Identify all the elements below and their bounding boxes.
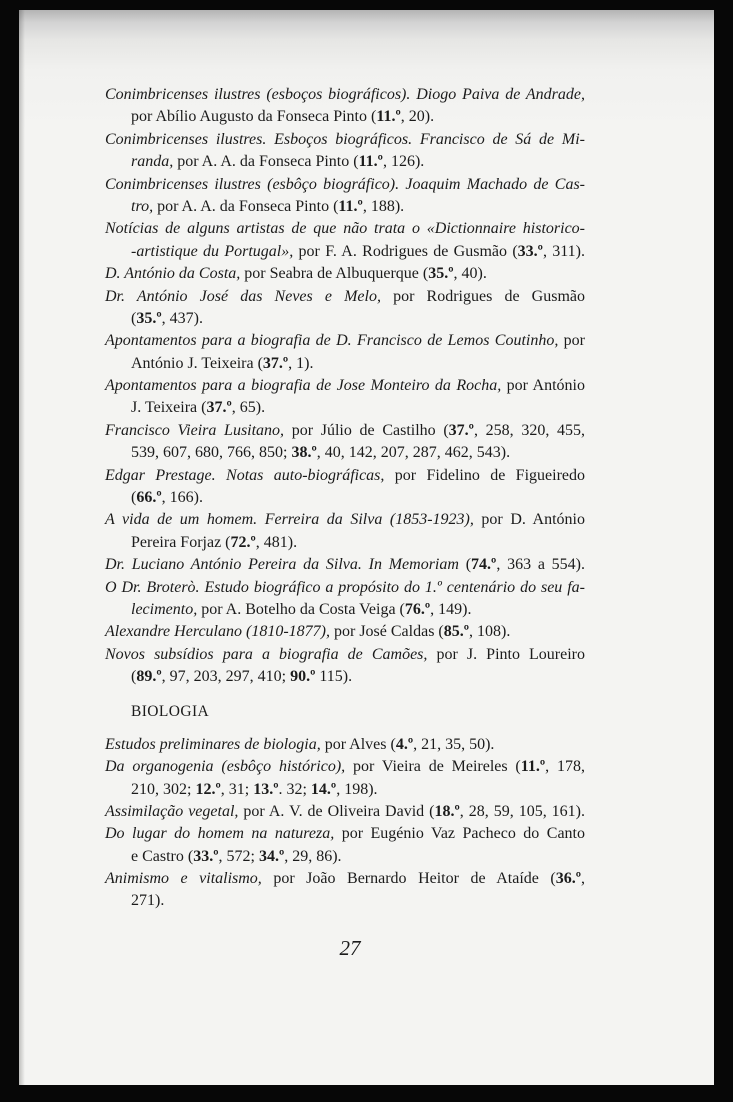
citation-text: , 126). xyxy=(382,153,425,171)
title-text: D. António da Costa, xyxy=(105,265,241,283)
title-text: A vida de um homem. Ferreira da Silva (1853-1923), xyxy=(105,511,474,529)
citation-text: , 311). xyxy=(542,242,585,260)
citation-text: e Castro ( xyxy=(131,847,194,865)
citation-text: , 28, 59, 105, 161). xyxy=(459,802,585,820)
volume-number: 11.º xyxy=(338,197,363,215)
citation-text: , 198). xyxy=(336,780,378,798)
title-text: Novos subsídios para a biografia de Camões, xyxy=(105,645,428,663)
entry-line xyxy=(105,823,585,845)
citation-text: por Júlio de Castilho ( xyxy=(284,421,449,439)
entry-line xyxy=(105,644,585,666)
citation-text: , 40). xyxy=(453,265,487,283)
volume-number: 90.º xyxy=(290,668,316,686)
volume-number: 36.º xyxy=(555,870,581,888)
entry-line xyxy=(105,174,585,196)
volume-number: 35.º xyxy=(428,265,454,283)
citation-text: , xyxy=(581,870,585,888)
citation-text: , 65). xyxy=(231,399,266,417)
citation-text: , 40, 142, 207, 287, 462, 543). xyxy=(316,444,511,462)
citation-text: ( xyxy=(131,309,137,327)
citation-text: , 188). xyxy=(362,197,405,215)
volume-number: 33.º xyxy=(193,847,219,865)
volume-number: 37.º xyxy=(262,354,289,372)
entry-line xyxy=(105,756,585,778)
title-text: Francisco Vieira Lusitano, xyxy=(105,421,285,439)
entry-line xyxy=(105,241,585,263)
volume-number: 72.º xyxy=(230,533,256,551)
entry-line xyxy=(105,308,585,330)
citation-text: por Seabra de Albuquerque ( xyxy=(240,265,429,283)
entry-line xyxy=(105,397,585,419)
citation-text: por Fidelino de Figueiredo xyxy=(384,466,585,484)
citation-text: por xyxy=(558,332,586,350)
entry-line xyxy=(105,509,585,531)
entry-line xyxy=(105,779,585,801)
title-text: tro, xyxy=(131,197,154,215)
citation-text: , 437). xyxy=(161,309,203,327)
title-text: Dr. Luciano António Pereira da Silva. In Memoriam xyxy=(105,556,459,574)
entry-line xyxy=(105,353,585,375)
section-heading: BIOLOGIA xyxy=(131,702,210,720)
citation-text: António J. Teixeira ( xyxy=(131,354,263,372)
citation-text: , 108). xyxy=(469,623,511,641)
citation-text: por António xyxy=(501,377,586,395)
volume-number: 37.º xyxy=(448,421,474,439)
citation-text: , 572; xyxy=(218,847,259,865)
entry-line xyxy=(105,890,585,912)
citation-text: por F. A. Rodrigues de Gusmão ( xyxy=(293,242,518,260)
volume-number: 35.º xyxy=(136,309,162,327)
volume-number: 74.º xyxy=(471,556,497,574)
entry-line xyxy=(105,196,585,218)
citation-text: por Vieira de Meireles ( xyxy=(345,758,521,776)
citation-text: , 1). xyxy=(288,354,314,372)
entry-line xyxy=(105,532,585,554)
entry-line xyxy=(105,442,585,464)
citation-text: Pereira Forjaz ( xyxy=(131,533,231,551)
volume-number: 11.º xyxy=(376,108,401,126)
entry-line xyxy=(105,106,585,128)
entry-line xyxy=(105,868,585,890)
entry-line xyxy=(105,129,585,151)
entry-line xyxy=(105,487,585,509)
citation-text: 539, 607, 680, 766, 850; xyxy=(131,444,292,462)
entry-line xyxy=(105,554,585,576)
title-text: Conimbricenses ilustres (esbôço biográfico). Joaquim Machado de Cas- xyxy=(105,175,585,193)
volume-number: 18.º xyxy=(434,802,460,820)
citation-text: , 149). xyxy=(430,600,472,618)
citation-text: 115). xyxy=(315,668,353,686)
entry-line xyxy=(105,846,585,868)
title-text: -artistique du Portugal», xyxy=(131,242,294,260)
citation-text: , 178, xyxy=(545,758,585,776)
citation-text: por Rodrigues de Gusmão xyxy=(380,287,585,305)
volume-number: 85.º xyxy=(443,623,470,641)
entry-line xyxy=(105,375,585,397)
volume-number: 76.º xyxy=(404,600,431,618)
title-text: randa, xyxy=(131,153,174,171)
citation-text: , 258, 320, 455, xyxy=(473,421,585,439)
page-number: 27 xyxy=(339,936,361,960)
entry-line xyxy=(105,577,585,599)
volume-number: 33.º xyxy=(517,242,543,260)
title-text: Apontamentos para a biografia de Jose Monteiro da Rocha, xyxy=(105,377,502,395)
entry-line xyxy=(105,621,585,643)
volume-number: 13.º xyxy=(253,780,279,798)
entry-line xyxy=(105,465,585,487)
title-text: Conimbricenses ilustres (esboços biográficos). Diogo Paiva de Andrade, xyxy=(105,86,585,103)
title-text: Apontamentos para a biografia de D. Francisco de Lemos Coutinho, xyxy=(105,332,559,350)
citation-text: por José Caldas ( xyxy=(329,623,444,641)
citation-text: ( xyxy=(131,668,137,686)
entry-line xyxy=(105,420,585,442)
volume-number: 37.º xyxy=(206,399,232,417)
citation-text: ( xyxy=(458,556,472,574)
bibliography-entries xyxy=(105,84,585,913)
citation-text: por A. Botelho da Costa Veiga ( xyxy=(197,600,405,618)
title-text: Conimbricenses ilustres. Esboços biográficos. Francisco de Sá de Mi- xyxy=(105,130,585,148)
volume-number: 4.º xyxy=(395,735,414,753)
citation-text: por J. Pinto Loureiro xyxy=(427,645,586,663)
volume-number: 34.º xyxy=(258,847,285,865)
citation-text: ( xyxy=(131,489,137,507)
title-text: Estudos preliminares de biologia, xyxy=(105,735,321,753)
entry-line xyxy=(105,801,585,823)
title-text: Do lugar do homem na natureza, xyxy=(105,825,335,843)
citation-text: por Abílio Augusto da Fonseca Pinto ( xyxy=(131,108,377,126)
citation-text: por João Bernardo Heitor de Ataíde ( xyxy=(261,870,556,888)
citation-text: , 31; xyxy=(220,780,254,798)
volume-number: 89.º xyxy=(136,668,162,686)
entry-line xyxy=(105,599,585,621)
title-text: Notícias de alguns artistas de que não trata o «Dictionnaire historico- xyxy=(105,220,585,238)
entry-line xyxy=(105,734,585,756)
citation-text: , 97, 203, 297, 410; xyxy=(161,668,291,686)
entry-line xyxy=(105,151,585,173)
scanned-page xyxy=(19,10,714,1085)
citation-text: por A. V. de Oliveira David ( xyxy=(238,802,435,820)
entry-line xyxy=(105,286,585,308)
citation-text: , 481). xyxy=(255,533,298,551)
entry-line xyxy=(105,330,585,352)
citation-text: por Alves ( xyxy=(320,735,396,753)
title-text: Animismo e vitalismo, xyxy=(105,870,262,888)
citation-text: por A. A. da Fonseca Pinto ( xyxy=(173,153,359,171)
title-text: Da organogenia (esbôço histórico), xyxy=(105,758,346,776)
title-text: Alexandre Herculano (1810-1877), xyxy=(105,623,330,641)
volume-number: 38.º xyxy=(291,444,317,462)
citation-text: por A. A. da Fonseca Pinto ( xyxy=(153,197,339,215)
entry-line xyxy=(105,263,585,285)
citation-text: por D. António xyxy=(473,511,585,529)
citation-text: 271). xyxy=(131,892,165,910)
entry-line xyxy=(105,666,585,688)
entry-line xyxy=(105,218,585,240)
citation-text: , 166). xyxy=(161,489,203,507)
volume-number: 12.º xyxy=(195,780,221,798)
citation-text: por Eugénio Vaz Pacheco do Canto xyxy=(334,825,585,843)
volume-number: 66.º xyxy=(136,489,162,507)
citation-text: , 29, 86). xyxy=(284,847,342,865)
title-text: lecimento, xyxy=(131,600,198,618)
title-text: Edgar Prestage. Notas auto-biográficas, xyxy=(105,466,385,484)
title-text: O Dr. Broterò. Estudo biográfico a propósito do 1.º centenário do seu fa- xyxy=(105,578,585,596)
volume-number: 11.º xyxy=(520,758,546,776)
citation-text: , 20). xyxy=(400,108,435,126)
volume-number: 11.º xyxy=(358,153,383,171)
title-text: Assimilação vegetal, xyxy=(105,802,239,820)
citation-text: , 363 a 554). xyxy=(496,556,586,574)
citation-text: , 21, 35, 50). xyxy=(413,735,495,753)
entry-line xyxy=(105,84,585,106)
volume-number: 14.º xyxy=(310,780,337,798)
citation-text: . 32; xyxy=(278,780,311,798)
citation-text: J. Teixeira ( xyxy=(131,399,207,417)
title-text: Dr. António José das Neves e Melo, xyxy=(105,287,381,305)
citation-text: 210, 302; xyxy=(131,780,196,798)
